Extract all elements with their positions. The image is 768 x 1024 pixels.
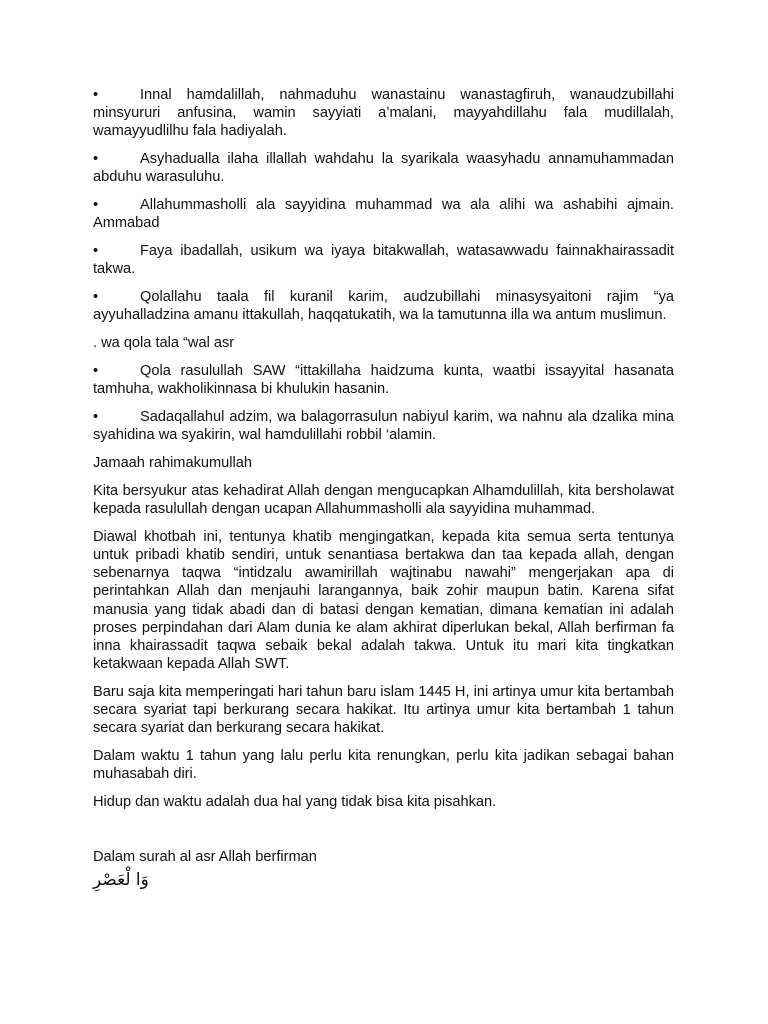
bullet-paragraph	[93, 288, 674, 324]
greeting-line: Jamaah rahimakumullah	[93, 455, 252, 471]
bullet-text: Faya ibadallah, usikum wa iyaya bitakwallah, watasawwadu fainnakhairassadit takwa.	[93, 243, 674, 278]
bullet-paragraph	[93, 362, 674, 398]
plain-line: . wa qola tala “wal asr	[93, 335, 235, 352]
body-paragraph: Hidup dan waktu adalah dua hal yang tidak bisa kita pisahkan.	[93, 794, 497, 811]
bullet-text: Qola rasulullah SAW “ittakillaha haidzuma kunta, waatbi issayyital hasanata tamhuha, wakholikinnasa bi khulukin hasanin.	[93, 363, 674, 398]
blank-space	[93, 821, 674, 848]
bullet-symbol: •	[93, 409, 99, 425]
bullet-paragraph	[93, 150, 674, 186]
arabic-verse	[93, 869, 674, 891]
bullet-symbol: •	[93, 151, 99, 168]
bullet-text: Qolallahu taala fil kuranil karim, audzubillahi minasysyaitoni rajim “ya ayyuhalladzina amanu ittakullah, haqqatukatih, wa la tamutunna illa wa antum muslimun.	[93, 289, 674, 324]
body-paragraph: Baru saja kita memperingati hari tahun baru islam 1445 H, ini artinya umur kita bertambah secara syariat tapi berkurang secara hakikat. Itu artinya umur kita bertambah 1 tahun secara syariat dan berkurang secara hakikat.	[93, 684, 674, 737]
body-paragraph: Dalam waktu 1 tahun yang lalu perlu kita renungkan, perlu kita jadikan sebagai bahan muhasabah diri.	[93, 748, 674, 783]
bullet-paragraph	[93, 86, 674, 141]
closing-line: Dalam surah al asr Allah berfirman	[93, 849, 317, 866]
arabic-text: وَا لْعَصْرِ	[93, 870, 149, 891]
bullet-text: Sadaqallahul adzim, wa balagorrasulun nabiyul karim, wa nahnu ala dzalika mina syahidina wa syakirin, wal hamdulillahi robbil ‘alamin.	[93, 409, 674, 444]
bullet-symbol: •	[93, 363, 99, 379]
bullet-symbol: •	[93, 87, 99, 103]
bullet-text: Asyhadualla ilaha illallah wahdahu la syarikala waasyhadu annamuhammadan abduhu warasuluhu.	[93, 151, 674, 186]
bullet-text: Allahummasholli ala sayyidina muhammad wa ala alihi wa ashabihi ajmain. Ammabad	[93, 197, 674, 232]
bullet-symbol: •	[93, 197, 99, 214]
bullet-paragraph	[93, 196, 674, 232]
body-paragraph: Diawal khotbah ini, tentunya khatib mengingatkan, kepada kita semua serta tentunya untuk pribadi khatib sendiri, untuk senantiasa bertakwa dan taa kepada allah, dengan sebenarnya taqwa “intidzalu awamirillah wajtinabu nawahi” mengerjakan apa di perintahkan Allah dan menjauhi larangannya, baik zohir maupun batin. Karena sifat manusia yang tidak abadi dan di batasi dengan kematian, dimana kematian ini adalah proses perpindahan dari Alam dunia ke alam akhirat diperlukan bekal, Allah berfirman fa inna khairassadit taqwa sebaik bekal adalah takwa. Untuk itu mari kita tingkatkan ketakwaan kepada Allah SWT.	[93, 528, 674, 673]
bullet-text: Innal hamdalillah, nahmaduhu wanastainu wanastagfiruh, wanaudzubillahi minsyururi anfusina, wamin sayyiati a’malani, mayyahdillahu fala mudillalah, wamayyudlilhu fala hadiyalah.	[93, 87, 674, 140]
body-paragraph: Kita bersyukur atas kehadirat Allah dengan mengucapkan Alhamdulillah, kita bersholawat kepada rasulullah dengan ucapan Allahummasholli ala sayyidina muhammad.	[93, 482, 674, 517]
bullet-paragraph	[93, 242, 674, 278]
document-page	[93, 86, 674, 891]
bullet-symbol: •	[93, 289, 99, 306]
bullet-paragraph	[93, 408, 674, 444]
bullet-symbol: •	[93, 243, 99, 260]
